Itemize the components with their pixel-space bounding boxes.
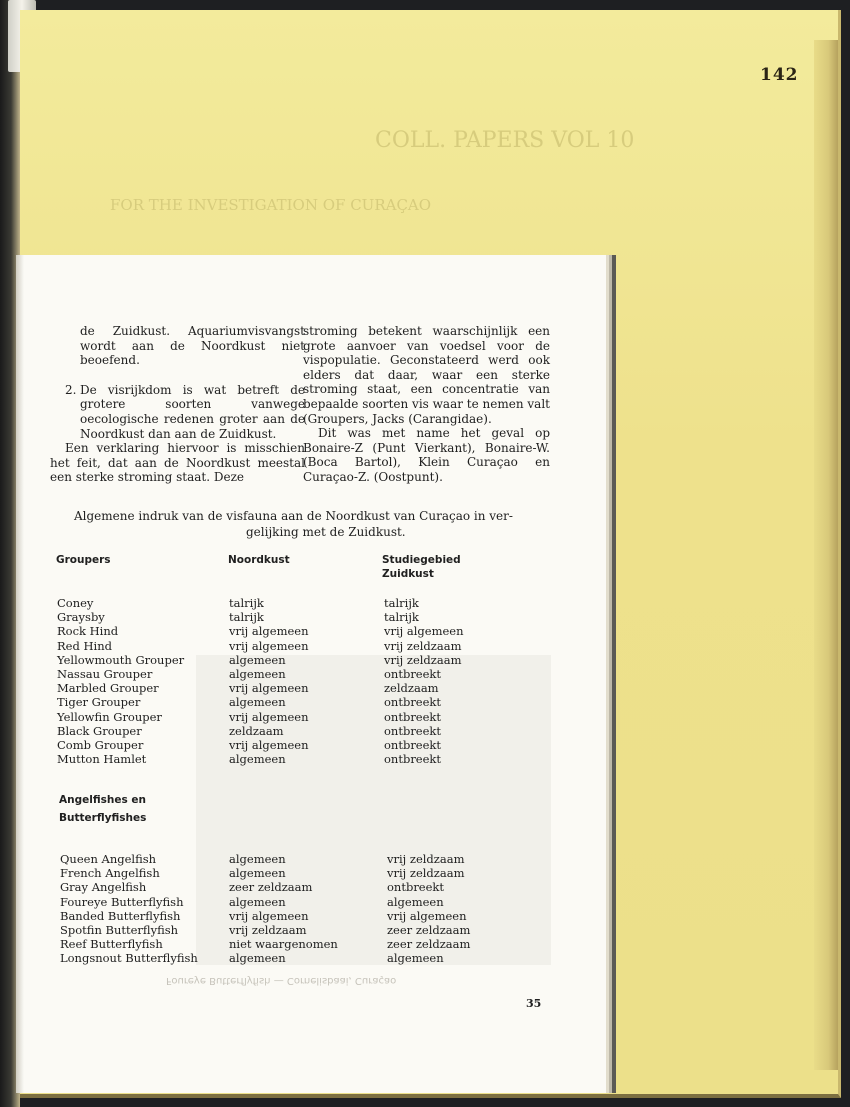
fish-name: Banded Butterflyfish (60, 908, 181, 923)
zuidkust-value: zeer zeldzaam (387, 937, 471, 952)
inserted-page (16, 255, 606, 1093)
fish-name: Marbled Grouper (57, 681, 159, 696)
table-row (60, 937, 470, 951)
fish-name: Graysby (57, 610, 105, 625)
zuidkust-value: ontbreekt (384, 667, 442, 682)
table-row (60, 880, 470, 894)
fish-name: Black Grouper (57, 723, 142, 738)
right-paragraph-1: stroming betekent waarschijnlijk een grote aanvoer van voedsel voor de vispopulatie. Geconstateerd werd ook elders dat daar, waar een sterke stroming staat, een concentratie van bepaalde soorten vis waar te nemen valt (Groupers, Jacks (Carangidae). (303, 324, 550, 426)
fish-name: Longsnout Butterflyfish (60, 951, 198, 966)
left-column (50, 324, 305, 485)
zuidkust-label: Zuidkust (382, 568, 434, 580)
noordkust-value: vrij zeldzaam (229, 923, 307, 938)
table-row (60, 866, 470, 880)
noordkust-value: algemeen (229, 951, 286, 966)
fish-name: Rock Hind (57, 624, 119, 639)
fish-name: Foureye Butterflyfish (60, 894, 184, 909)
right-paragraph-2: Dit was met name het geval op Bonaire-Z (Punt Vierkant), Bonaire-W. (Boca Bartol), Klein Curaçao en Curaçao-Z. (Oostpunt). (303, 426, 550, 484)
angelfishes-header-line-2: Butterflyfishes (59, 812, 147, 824)
noordkust-value: algemeen (229, 752, 286, 767)
zuidkust-value: talrijk (384, 610, 419, 625)
table-heading-line-2: gelijking met de Zuidkust. (246, 525, 406, 539)
noordkust-value: algemeen (229, 652, 286, 667)
fish-name: Yellowmouth Grouper (57, 652, 185, 667)
bleed-through-caption: Foureye Butterflyfish — Cornelisbaai, Curaçao (166, 975, 397, 986)
noordkust-value: algemeen (229, 667, 286, 682)
table-row (57, 738, 464, 752)
item-text: De visrijkdom is wat betreft de grotere soorten vanwege oecologische redenen groter aan de Noordkust dan aan de Zuidkust. (80, 382, 305, 441)
zuidkust-value: algemeen (387, 951, 444, 966)
right-column (303, 324, 550, 485)
fish-name: Coney (57, 596, 94, 610)
table-row (57, 610, 464, 624)
table-row (57, 653, 464, 667)
zuidkust-value: vrij zeldzaam (384, 638, 462, 653)
fish-name: Red Hind (57, 638, 112, 653)
fish-name: Nassau Grouper (57, 667, 153, 682)
studiegebied-header (382, 553, 461, 581)
fish-name: Queen Angelfish (60, 852, 157, 866)
page-shadow (16, 255, 24, 1093)
show-through-title: COLL. PAPERS VOL 10 (375, 128, 635, 153)
zuidkust-value: ontbreekt (384, 709, 442, 724)
left-paragraph-1: de Zuidkust. Aquariumvisvangst wordt aan de Noordkust niet beoefend. (80, 324, 305, 368)
angelfishes-header-line-1: Angelfishes en (59, 794, 146, 806)
table-row (57, 681, 464, 695)
table-row (60, 951, 470, 965)
noordkust-value: zeldzaam (229, 723, 284, 738)
table-row (60, 895, 470, 909)
groupers-table (57, 596, 464, 766)
zuidkust-value: vrij zeldzaam (384, 652, 462, 667)
table-row (57, 667, 464, 681)
table-row (60, 923, 470, 937)
table-row (57, 695, 464, 709)
noordkust-value: niet waargenomen (229, 937, 338, 952)
sheet-edge (814, 40, 838, 1070)
fish-name: Tiger Grouper (57, 695, 141, 710)
zuidkust-value: talrijk (384, 596, 419, 610)
numbered-item-2 (65, 383, 305, 441)
zuidkust-value: zeldzaam (384, 681, 439, 696)
noordkust-value: algemeen (229, 695, 286, 710)
noordkust-value: zeer zeldzaam (229, 880, 313, 895)
table-heading-line-1: Algemene indruk van de visfauna aan de Noordkust van Curaçao in ver- (74, 509, 513, 523)
page-number: 142 (760, 65, 799, 85)
studiegebied-label: Studiegebied (382, 554, 461, 566)
angelfishes-header (59, 793, 146, 825)
noordkust-value: algemeen (229, 852, 286, 866)
zuidkust-value: vrij zeldzaam (387, 866, 465, 881)
left-paragraph-2: Een verklaring hiervoor is misschien het feit, dat aan de Noordkust meestal een sterke stroming staat. Deze (50, 441, 305, 485)
zuidkust-value: vrij algemeen (384, 624, 464, 639)
noordkust-value: talrijk (229, 596, 264, 610)
zuidkust-value: ontbreekt (384, 738, 442, 753)
noordkust-value: talrijk (229, 610, 264, 625)
fish-name: Comb Grouper (57, 738, 144, 753)
groupers-header: Groupers (56, 554, 111, 566)
zuidkust-value: zeer zeldzaam (387, 923, 471, 938)
noordkust-value: algemeen (229, 866, 286, 881)
noordkust-value: algemeen (229, 894, 286, 909)
fish-name: Mutton Hamlet (57, 752, 147, 767)
table-row (57, 624, 464, 638)
show-through-line: FOR THE INVESTIGATION OF CURAÇAO (110, 196, 432, 214)
fish-name: Spotfin Butterflyfish (60, 923, 179, 938)
table-row (57, 639, 464, 653)
noordkust-value: vrij algemeen (229, 908, 309, 923)
fish-name: French Angelfish (60, 866, 160, 881)
noordkust-value: vrij algemeen (229, 681, 309, 696)
noordkust-value: vrij algemeen (229, 624, 309, 639)
noordkust-header: Noordkust (228, 554, 290, 566)
footer-page-number: 35 (526, 997, 542, 1010)
zuidkust-value: ontbreekt (384, 695, 442, 710)
item-number: 2. (65, 382, 77, 397)
table-row (60, 909, 470, 923)
zuidkust-value: vrij zeldzaam (387, 852, 465, 866)
table-row (57, 752, 464, 766)
noordkust-value: vrij algemeen (229, 738, 309, 753)
fish-name: Gray Angelfish (60, 880, 147, 895)
noordkust-value: vrij algemeen (229, 709, 309, 724)
zuidkust-value: ontbreekt (387, 880, 445, 895)
zuidkust-value: ontbreekt (384, 752, 442, 767)
table-row (57, 710, 464, 724)
zuidkust-value: ontbreekt (384, 723, 442, 738)
fish-name: Reef Butterflyfish (60, 937, 163, 952)
table-row (60, 852, 470, 866)
zuidkust-value: algemeen (387, 894, 444, 909)
zuidkust-value: vrij algemeen (387, 908, 467, 923)
table-row (57, 724, 464, 738)
fish-name: Yellowfin Grouper (57, 709, 162, 724)
noordkust-value: vrij algemeen (229, 638, 309, 653)
angelfishes-table (60, 852, 470, 966)
table-row (57, 596, 464, 610)
